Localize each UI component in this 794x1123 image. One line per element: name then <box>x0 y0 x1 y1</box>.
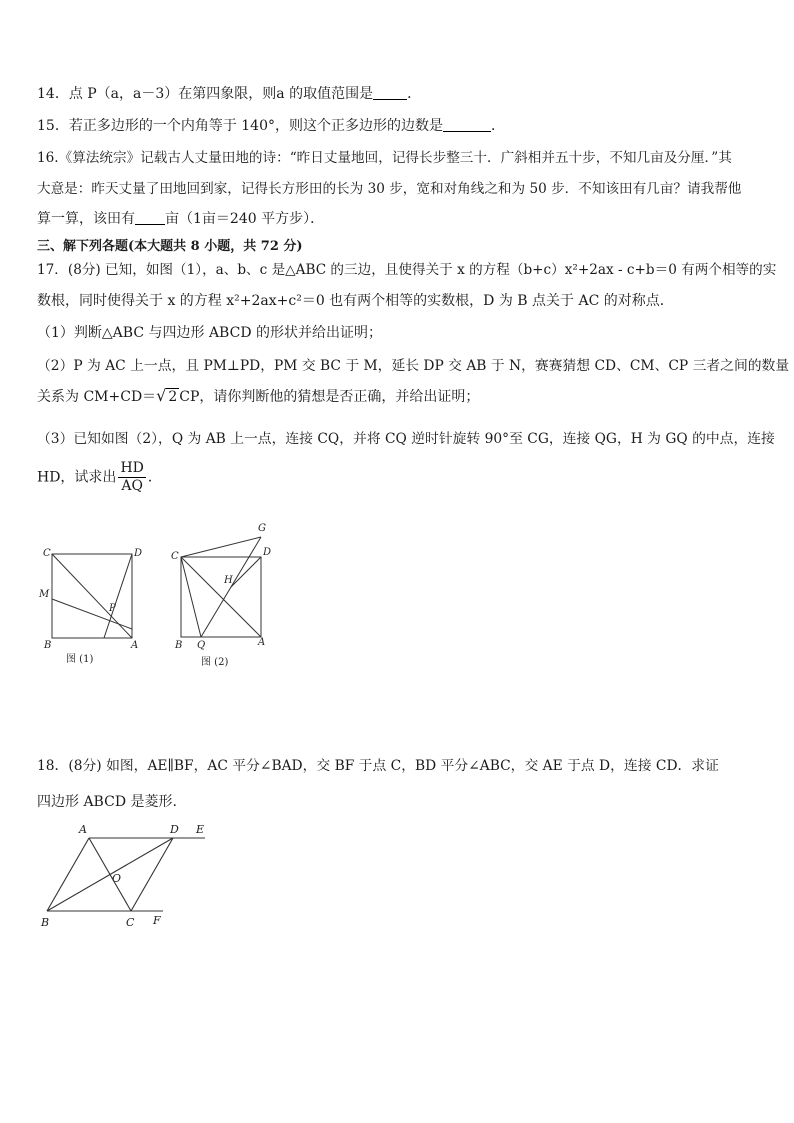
fig1-label-d: D <box>134 548 143 559</box>
q17-part-1: （1）判断△ABC 与四边形 ABCD 的形状并给出证明； <box>37 325 382 341</box>
sqrt-symbol: √ <box>156 386 167 405</box>
fig18-label-e: E <box>196 823 205 836</box>
fig2-label-q: Q <box>197 640 206 651</box>
fig1-label-b: B <box>44 640 52 651</box>
fig1-label-a: A <box>131 640 139 651</box>
fig18-label-o: O <box>112 872 122 885</box>
fig1-label-c: C <box>43 548 51 559</box>
question-15: 15．若正多边形的一个内角等于 140°，则这个正多边形的边数是 ． <box>37 118 505 134</box>
figure-q18-rhombus <box>35 818 220 933</box>
q16-answer-blank[interactable] <box>135 210 165 225</box>
fig18-side-dc <box>131 838 173 911</box>
q17-part-2b: 关系为 CM+CD＝√ 2 CP，请你判断他的猜想是否正确，并给出证明； <box>37 386 480 405</box>
q16-line-3: 算一算，该田有 亩（1亩＝240 平方步）． <box>37 211 325 227</box>
fig18-side-ab <box>47 838 89 911</box>
fig2-label-a: A <box>258 637 266 648</box>
fig18-label-a: A <box>79 823 87 836</box>
fig2-label-g: G <box>258 523 266 534</box>
fig2-caption: 图 (2) <box>201 657 229 668</box>
fraction-hd-aq: $\frac{HD}{AQ}$ <box>120 460 144 494</box>
q18-line-2: 四边形 ABCD 是菱形. <box>37 794 177 810</box>
fig1-label-p: P <box>109 603 116 614</box>
q14-answer-blank[interactable] <box>373 85 407 100</box>
figure-1 <box>30 540 150 670</box>
q17-line-2: 数根，同时使得关于 x 的方程 x²+2ax+c²＝0 也有两个相等的实数根，D 为 B 点关于 AC 的对称点． <box>37 293 674 309</box>
figure-2 <box>165 518 285 673</box>
fig18-label-c: C <box>126 916 135 929</box>
fig2-label-b: B <box>175 640 183 651</box>
fig2-label-c: C <box>171 551 179 562</box>
fig2-line-cq <box>181 557 201 637</box>
fig1-line-mp <box>52 599 132 629</box>
fig1-diagonal-ca <box>52 554 132 638</box>
fig2-label-h: H <box>224 575 233 586</box>
fig18-diagonal-bd <box>47 838 173 911</box>
question-14: 14．点 P（a，a－3）在第四象限，则a 的取值范围是 ． <box>37 86 422 102</box>
fig1-label-m: M <box>39 589 50 600</box>
q16-line-1: 16.《算法统宗》记载古人丈量田地的诗：“昨日丈量地回，记得长步整三十．广斜相并五十步，不知几亩及分厘．”其 <box>37 150 732 166</box>
fig1-line-dn <box>104 554 132 638</box>
fig2-label-d: D <box>263 547 272 558</box>
q16-line-2: 大意是：昨天丈量了田地回到家，记得长方形田的长为 30 步，宽和对角线之和为 50 步．不知该田有几亩？请我帮他 <box>37 181 742 197</box>
fig2-line-cg <box>181 537 261 557</box>
q18-line-1: 18．(8分) 如图，AE∥BF，AC 平分∠BAD，交 BF 于点 C，BD 平分∠ABC，交 AE 于点 D，连接 CD．求证 <box>37 758 719 774</box>
q15-text: 15．若正多边形的一个内角等于 140°，则这个正多边形的边数是 <box>37 118 443 134</box>
section-heading: 三、解下列各题(本大题共 8 小题，共 72 分) <box>37 239 303 254</box>
q17-line-1: 17．(8分) 已知，如图（1），a、b、c 是△ABC 的三边，且使得关于 x 的方程（b+c）x²+2ax - c+b＝0 有两个相等的实 <box>37 262 777 278</box>
fig18-label-b: B <box>41 916 50 929</box>
q17-part-3a: （3）已知如图（2），Q 为 AB 上一点，连接 CQ，并将 CQ 逆时针旋转 90°至 CG，连接 QG，H 为 GQ 的中点，连接 <box>37 431 775 447</box>
q14-text: 14．点 P（a，a－3）在第四象限，则a 的取值范围是 <box>37 86 374 102</box>
fig18-label-d: D <box>170 823 179 836</box>
q15-answer-blank[interactable] <box>443 117 491 132</box>
fig1-caption: 图 (1) <box>66 654 94 665</box>
q17-part-3b: HD，试求出 $\frac{HD}{AQ}$ ． <box>37 460 162 494</box>
fig18-label-f: F <box>153 914 161 927</box>
q17-part-2a: （2）P 为 AC 上一点，且 PM⊥PD，PM 交 BC 于 M，延长 DP 交 AB 于 N，赛赛猜想 CD、CM、CP 三者之间的数量 <box>37 358 790 374</box>
